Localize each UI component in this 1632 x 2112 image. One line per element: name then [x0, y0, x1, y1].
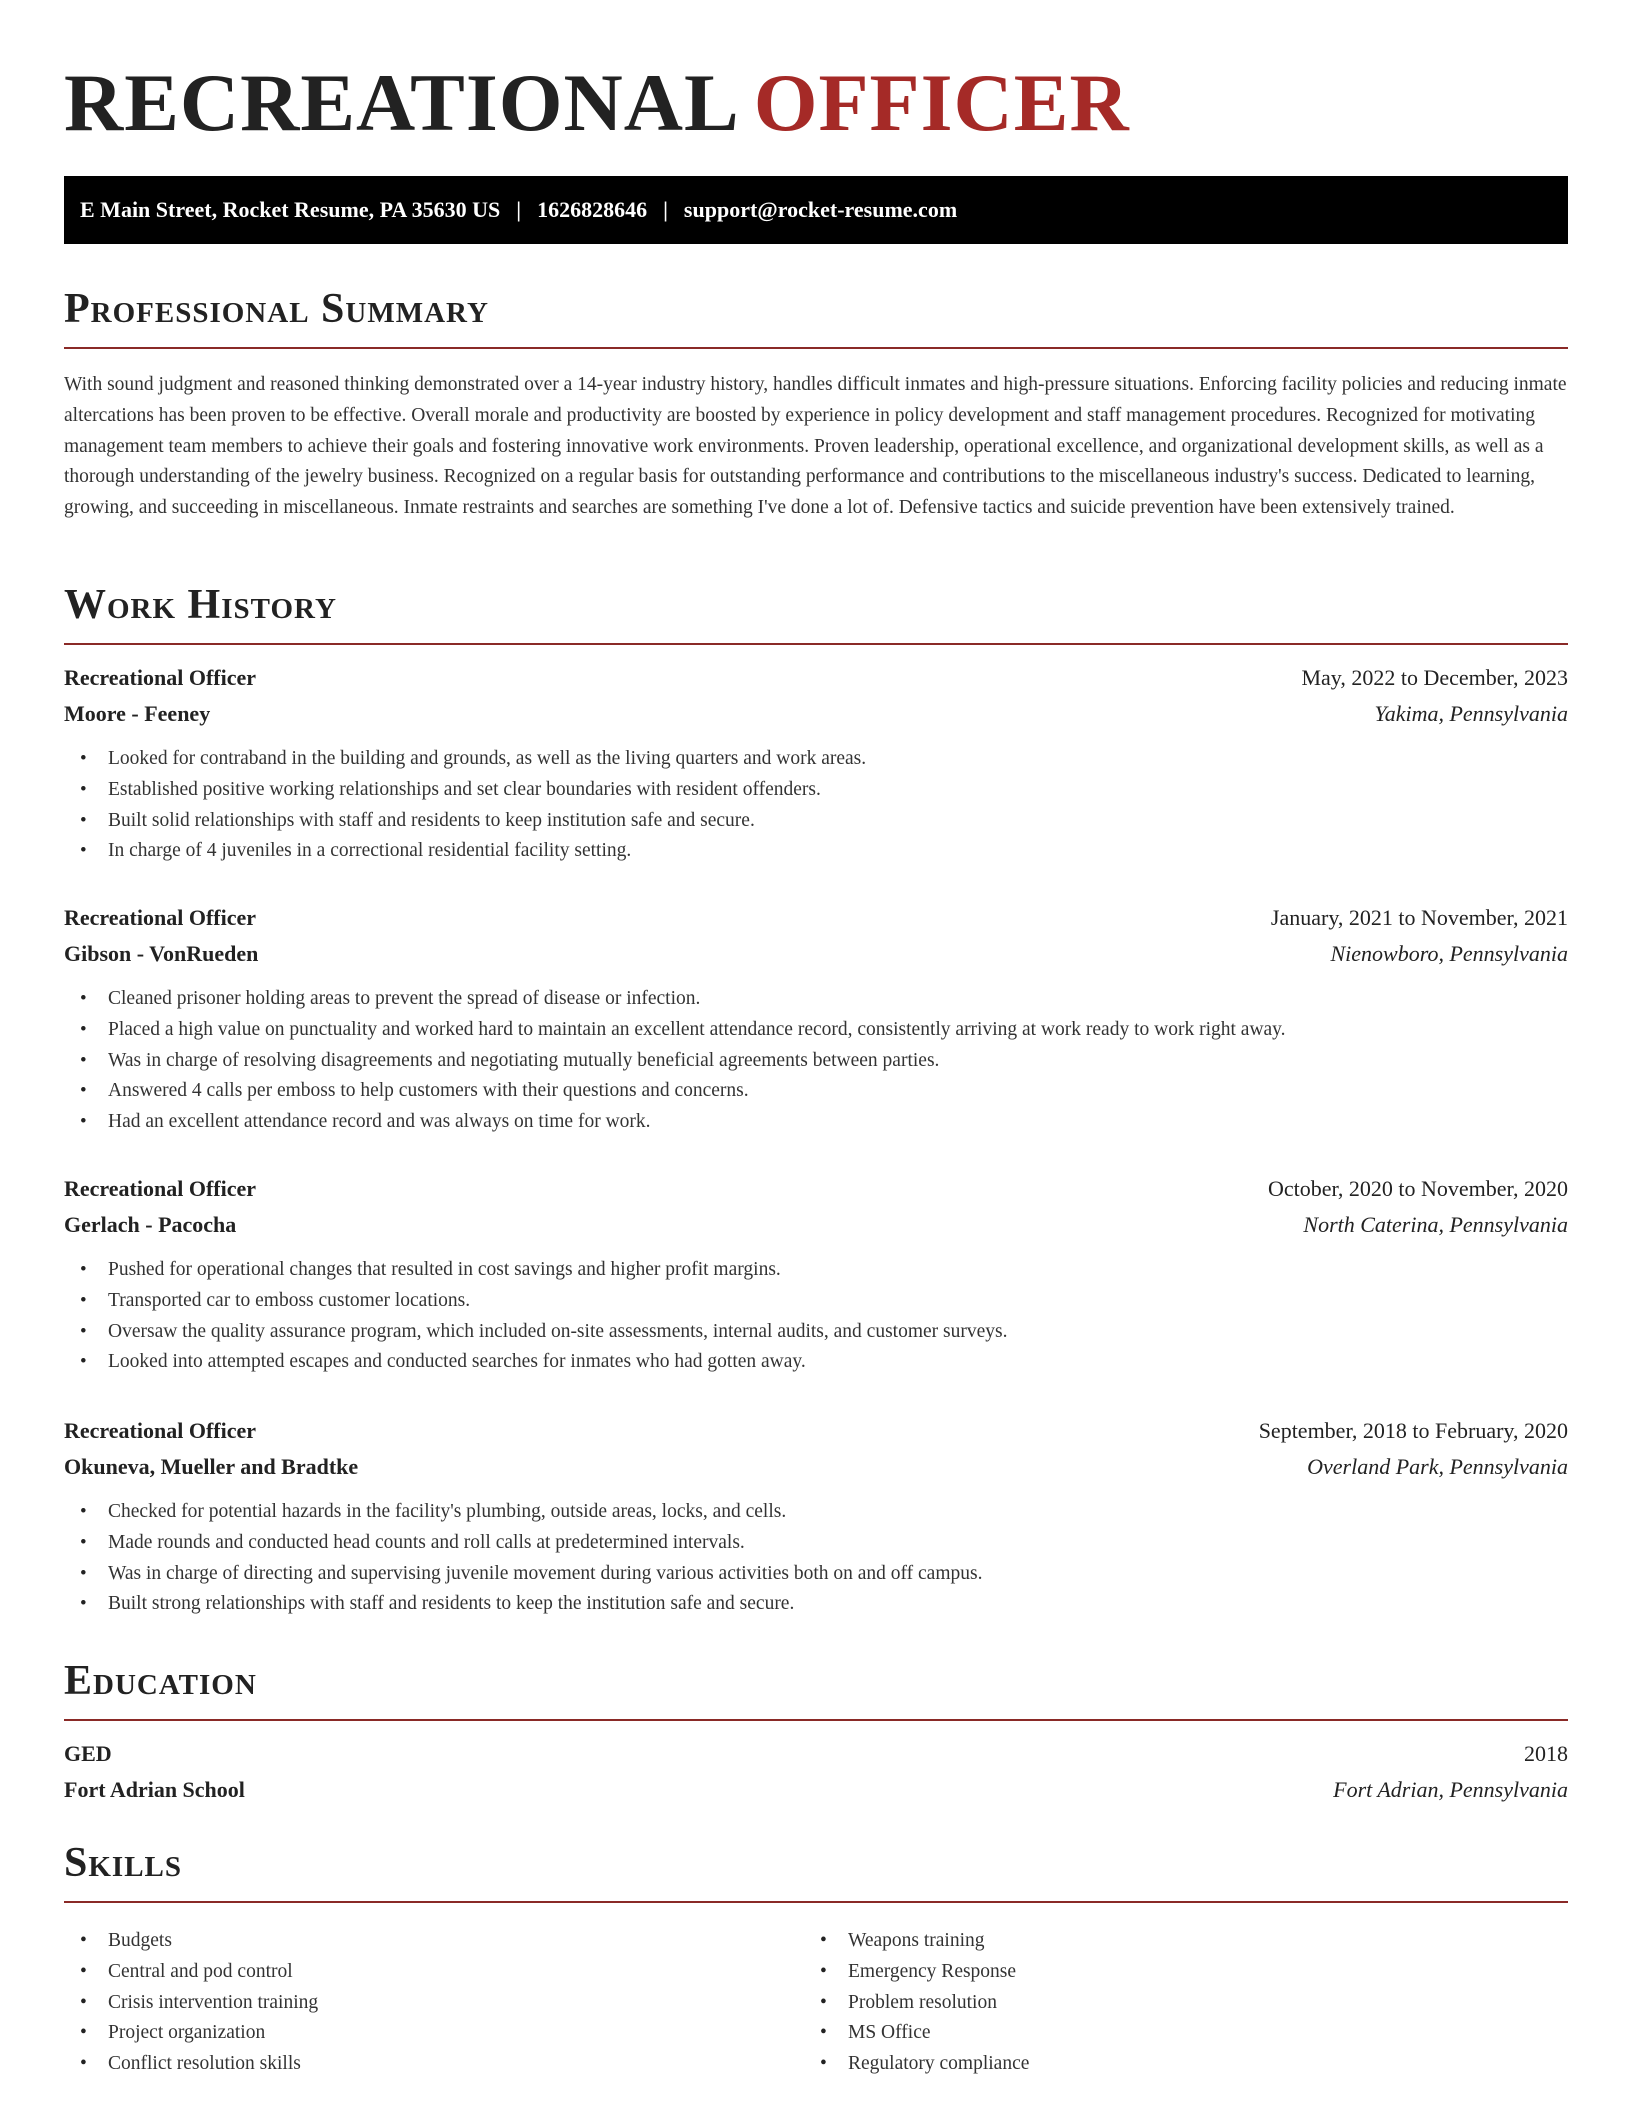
job-title: Recreational Officer — [64, 665, 257, 690]
job-title: Recreational Officer — [64, 1176, 257, 1201]
name-last: OFFICER — [753, 57, 1130, 148]
contact-bar — [64, 176, 1568, 244]
list-item: • Budgets — [64, 1926, 804, 1957]
contact-separator: | — [663, 197, 668, 222]
job-bullets — [64, 1255, 1568, 1378]
list-item: • Crisis intervention training — [64, 1988, 804, 2019]
section-divider — [64, 1901, 1568, 1903]
resume-name — [64, 58, 1130, 148]
education-entry — [64, 1736, 1568, 1808]
job-company: Okuneva, Mueller and Bradtke — [64, 1454, 359, 1479]
section-divider — [64, 643, 1568, 645]
contact-address: E Main Street, Rocket Resume, PA 35630 US — [80, 197, 501, 222]
list-item: • Looked for contraband in the building and grounds, as well as the living quarters and work areas. — [64, 744, 1568, 775]
list-item: • Central and pod control — [64, 1957, 804, 1988]
list-item: • Looked into attempted escapes and conducted searches for inmates who had gotten away. — [64, 1347, 1568, 1378]
summary-text: With sound judgment and reasoned thinking demonstrated over a 14-year industry history, handles difficult inmates and high-pressure situations. Enforcing facility policies and reducing inmate altercations has been proven to be effective. Overall morale and productivity are boosted by experience in policy development and staff management procedures. Recognized for motivating management team members to achieve their goals and fostering innovative work environments. Proven leadership, operational excellence, and organizational development skills, as well as a thorough understanding of the jewelry business. Recognized on a regular basis for outstanding performance and contributions to the miscellaneous industry's success. Dedicated to learning, growing, and succeeding in miscellaneous. Inmate restraints and searches are something I've done a lot of. Defensive tactics and suicide prevention have been extensively trained. — [64, 374, 1567, 519]
job-bullets — [64, 984, 1568, 1138]
job-dates: September, 2018 to February, 2020 — [1258, 1418, 1568, 1443]
list-item: • Had an excellent attendance record and was always on time for work. — [64, 1107, 1568, 1138]
list-item: • In charge of 4 juveniles in a correctional residential facility setting. — [64, 836, 1568, 867]
list-item: • Conflict resolution skills — [64, 2049, 804, 2080]
skills-column-right — [804, 1926, 1544, 2080]
job-title: Recreational Officer — [64, 1418, 257, 1443]
list-item: • Placed a high value on punctuality and worked hard to maintain an excellent attendance record, consistently arriving at work ready to work right away. — [64, 1015, 1568, 1046]
list-item: • Established positive working relationships and set clear boundaries with resident offenders. — [64, 775, 1568, 806]
contact-phone: 1626828646 — [537, 197, 648, 222]
job-title: Recreational Officer — [64, 905, 257, 930]
list-item: • Oversaw the quality assurance program, which included on-site assessments, internal audits, and customer surveys. — [64, 1317, 1568, 1348]
list-item: • Cleaned prisoner holding areas to prevent the spread of disease or infection. — [64, 984, 1568, 1015]
job-location: North Caterina, Pennsylvania — [1303, 1212, 1568, 1237]
section-title-skills: Skills — [64, 1840, 183, 1886]
list-item: • Project organization — [64, 2018, 804, 2049]
list-item: • Transported car to emboss customer locations. — [64, 1286, 1568, 1317]
list-item: • Checked for potential hazards in the facility's plumbing, outside areas, locks, and cells. — [64, 1497, 1568, 1528]
job-dates: October, 2020 to November, 2020 — [1267, 1176, 1568, 1201]
section-divider — [64, 347, 1568, 349]
job-location: Yakima, Pennsylvania — [1374, 701, 1568, 726]
job-entry — [64, 660, 1568, 867]
contact-email: support@rocket-resume.com — [683, 197, 958, 222]
job-bullets — [64, 744, 1568, 867]
list-item: • Pushed for operational changes that resulted in cost savings and higher profit margins. — [64, 1255, 1568, 1286]
job-bullets — [64, 1497, 1568, 1620]
section-title-work: Work History — [64, 582, 337, 628]
education-degree: GED — [64, 1741, 112, 1766]
section-title-summary: Professional Summary — [64, 286, 489, 332]
name-first: RECREATIONAL — [64, 57, 740, 148]
skills-column-left — [64, 1926, 804, 2080]
job-entry — [64, 900, 1568, 1138]
list-item: • Regulatory compliance — [804, 2049, 1544, 2080]
education-year: 2018 — [1524, 1741, 1568, 1766]
list-item: • Was in charge of resolving disagreements and negotiating mutually beneficial agreements between parties. — [64, 1046, 1568, 1077]
list-item: • Problem resolution — [804, 1988, 1544, 2019]
job-dates: May, 2022 to December, 2023 — [1301, 665, 1568, 690]
list-item: • Weapons training — [804, 1926, 1544, 1957]
job-location: Nienowboro, Pennsylvania — [1330, 941, 1568, 966]
section-title-education: Education — [64, 1658, 257, 1704]
job-company: Gerlach - Pacocha — [64, 1212, 237, 1237]
list-item: • Answered 4 calls per emboss to help customers with their questions and concerns. — [64, 1076, 1568, 1107]
job-entry — [64, 1171, 1568, 1378]
education-school: Fort Adrian School — [64, 1777, 245, 1802]
education-location: Fort Adrian, Pennsylvania — [1333, 1777, 1568, 1802]
section-divider — [64, 1719, 1568, 1721]
job-dates: January, 2021 to November, 2021 — [1270, 905, 1568, 930]
job-entry — [64, 1413, 1568, 1620]
list-item: • MS Office — [804, 2018, 1544, 2049]
list-item: • Was in charge of directing and supervising juvenile movement during various activities both on and off campus. — [64, 1559, 1568, 1590]
job-location: Overland Park, Pennsylvania — [1307, 1454, 1568, 1479]
job-company: Moore - Feeney — [64, 701, 211, 726]
list-item: • Made rounds and conducted head counts and roll calls at predetermined intervals. — [64, 1528, 1568, 1559]
contact-separator: | — [516, 197, 522, 222]
list-item: • Built strong relationships with staff and residents to keep the institution safe and secure. — [64, 1589, 1568, 1620]
list-item: • Emergency Response — [804, 1957, 1544, 1988]
job-company: Gibson - VonRueden — [64, 941, 259, 966]
list-item: • Built solid relationships with staff and residents to keep institution safe and secure. — [64, 806, 1568, 837]
